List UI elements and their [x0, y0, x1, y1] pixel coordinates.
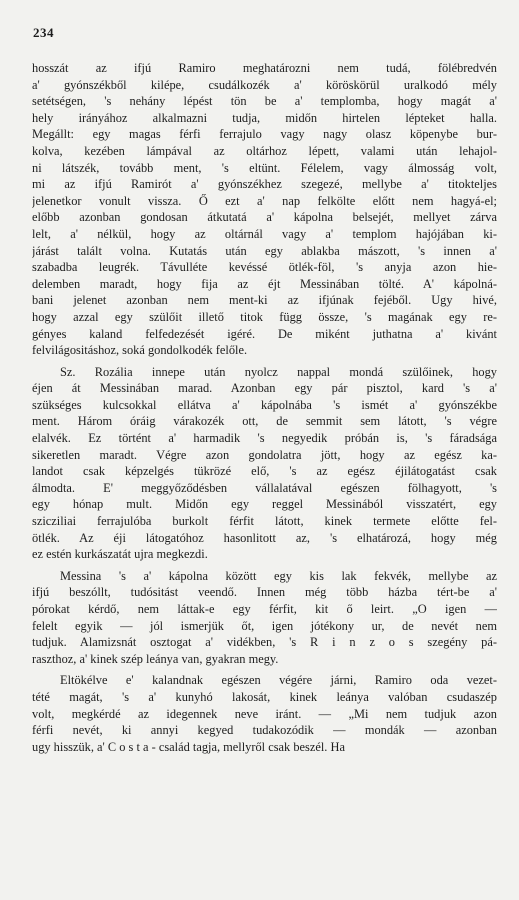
text-line: pórokat kérdő, nem láttak-e egy férfit, kit ő leirt. „O igen —	[32, 602, 497, 616]
text-line: egy hónap mult. Midőn egy reggel Messinából visszatért, egy	[32, 497, 497, 512]
text-line: álmodta. E' meggyőződésben vállalatával egészen fölhagyott, 's	[32, 480, 497, 495]
text-line: Megállt: egy magas férfi ferrajulo vagy nagy olasz köpenybe bur-	[32, 127, 497, 142]
text-line: szicziliai ferrajulóba burkolt férfit látott, kinek termete előtte fel-	[32, 514, 497, 529]
text-line: delemben maradt, hogy fija az éjt Messinában tölté. A' kápolná-	[32, 276, 497, 291]
text-line: szükséges kulcsokkal ellátva a' kápolnába 's ismét a' gyónszékbe	[32, 397, 497, 412]
page-number: 234	[33, 25, 54, 40]
text-line: bani jelenet azonban nem ment-ki az ifjúnak fejéből. Ugy hivé,	[32, 293, 497, 308]
text-line: szabadba leugrék. Távulléte kevéssé ötlék-föl, 's anyja azon hie-	[32, 260, 497, 275]
text-line: hely irányához alkalmazni tudja, midőn hirtelen lépteket halla.	[32, 110, 497, 125]
text-line: ez estén kurkászatát ujra megkezdi.	[32, 547, 208, 562]
text-line: a' gyónszékből kilépe, csudálkozék a' köröskörül uralkodó mély	[32, 77, 497, 92]
text-line: gényes kaland felfedezését igéré. De miként juthatna a' kivánt	[32, 326, 497, 341]
paragraph	[32, 568, 497, 668]
text-line: előbb azonban gondosan átkutatá a' kápolna belsejét, mellyet zárva	[32, 210, 497, 225]
text-line: setétségen, 's nehány lépést tön be a' templomba, hogy magát a'	[32, 94, 497, 109]
text-line: ment. Három óráig várakozék ott, de semmit sem látott, 's végre	[32, 414, 497, 429]
text-line: ötlék. Az éji látogatóhoz hasonlitott az, 's elhatározá, hogy még	[32, 530, 497, 545]
text-line: éjen át Messinában marad. Azonban egy pár pisztol, kard 's a'	[32, 381, 497, 396]
text-line: jelenetkor vonult vissza. Ő ezt a' nap felkölte előtt nem hagyá-el;	[32, 193, 497, 208]
paragraph	[32, 364, 497, 563]
text-line: kolva, kezében lámpával az oltárhoz lépett, valami után lehajol-	[32, 143, 497, 158]
text-line: felvilágositáshoz, soká gondolkodék felőle.	[32, 343, 248, 358]
text-line: landot csak képzelgés tükrözé elő, 's az egész éjilátogatást csak	[32, 464, 497, 479]
text-line: mi az ifjú Ramirót a' gyónszékhez szegezé, mellybe a' titokteljes	[32, 177, 497, 192]
text-line: lelt, a' nélkül, hogy az oltárnál vagy a' templom hajójában ki-	[32, 226, 497, 241]
text-line: ifjú beszóllt, tudósitást veendő. Innen még több házba tért-be a'	[32, 585, 497, 600]
text-line: ugy hisszük, a' C o s t a - család tagja, mellyről csak beszél. Ha	[32, 739, 345, 754]
text-line: tudjuk. Alamizsnát osztogat a' vidékben, 's R i n z o s szegény pá-	[32, 635, 497, 650]
paragraph	[32, 60, 497, 359]
text-line: sikeretlen maradt. Végre azon gondolatra jött, hogy az egész ka-	[32, 447, 497, 462]
text-line: hosszát az ifjú Ramiro meghatározni nem tudá, fölébredvén	[32, 61, 497, 75]
text-line: Eltökélve e' kalandnak egészen végére járni, Ramiro oda vezet-	[60, 673, 497, 688]
text-line: ni látszék, tovább ment, 's eltünt. Félelem, vagy álmosság volt,	[32, 160, 497, 175]
text-line: Sz. Rozália innepe után nyolcz nappal mondá szülőinek, hogy	[60, 364, 497, 379]
text-line: elalvék. Ez történt a' harmadik 's negyedik próbán is, 's fáradsága	[32, 431, 497, 446]
page-text	[32, 60, 497, 755]
text-line: volt, megkérdé az idegennek neve iránt. — „Mi nem tudjuk azon	[32, 706, 497, 721]
text-line: járást talált volna. Kutatás után egy ablakba mászott, 's innen a'	[32, 243, 497, 258]
text-line: férfi nevét, ki annyi kegyed tudakozódik — mondák — azonban	[32, 723, 497, 738]
text-line: tété magát, 's a' kunyhó lakosát, kinek leánya valóban csudaszép	[32, 689, 497, 704]
text-line: raszthoz, a' kinek szép leánya van, gyakran megy.	[32, 651, 279, 666]
paragraph	[32, 672, 497, 755]
text-line: felelt egyik — jól ismerjük őt, igen jótékony ur, de nevét nem	[32, 618, 497, 633]
text-line: Messina 's a' kápolna között egy kis lak fekvék, mellybe az	[60, 568, 497, 583]
text-line: hogy azzal egy szülőit illető titok függ össze, 's magának egy re-	[32, 309, 497, 324]
